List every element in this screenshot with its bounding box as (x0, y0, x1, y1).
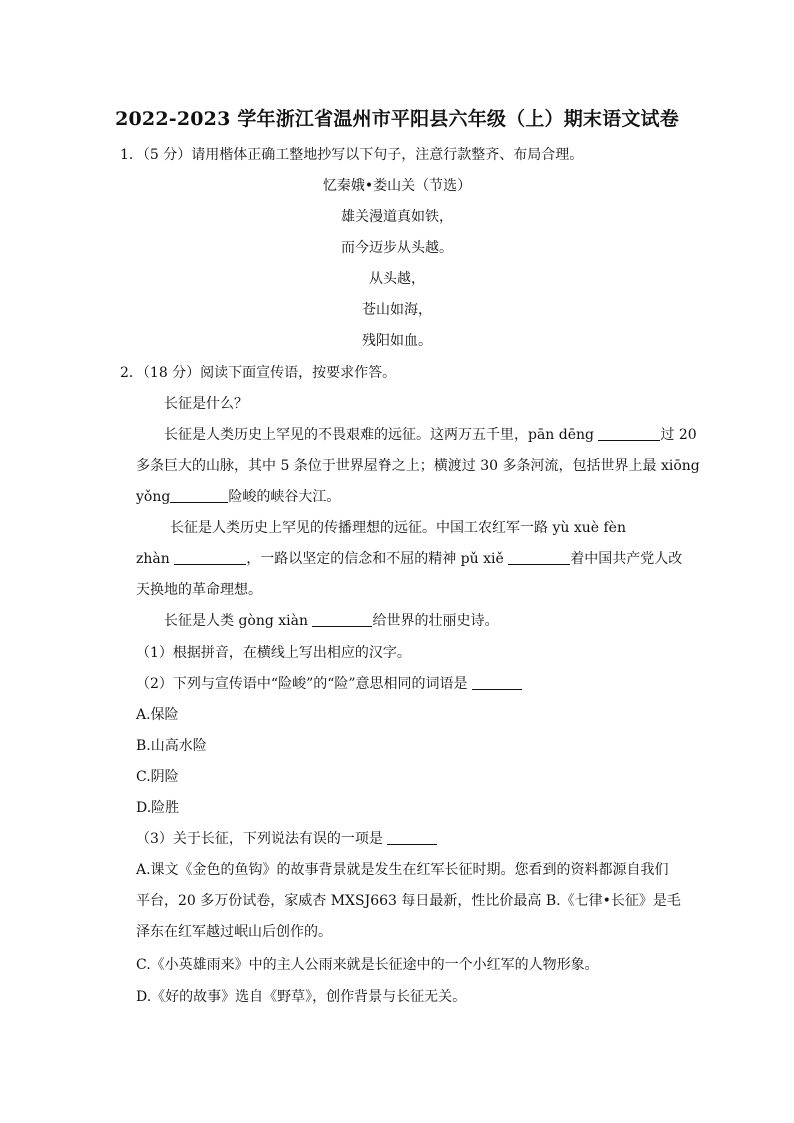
poem-line: 从头越， (369, 271, 425, 287)
answer-blank[interactable] (508, 550, 570, 565)
question-1-stem: 1．（5 分）请用楷体正确工整地抄写以下句子，注意行款整齐、布局合理。 (120, 147, 584, 163)
passage-text: 险峻的峡谷大江。 (228, 489, 341, 505)
passage-text: 过 20 (660, 427, 697, 443)
passage-line: 长征是人类历史上罕见的传播理想的远征。中国工农红军一路 yù xuè fèn (170, 520, 626, 536)
poem-line: 残阳如血。 (362, 333, 432, 349)
passage-text: 给世界的壮丽史诗。 (372, 613, 499, 629)
option-line: D.《好的故事》选自《野草》，创作背景与长征无关。 (136, 989, 467, 1005)
sub-question-text: （3）关于长征，下列说法有误的一项是 (136, 831, 388, 847)
passage-line (164, 611, 498, 631)
option-line: 平台，20 多万份试卷，家威杏 MXSJ663 每日最新，性比价最高 B.《七律•长征》是毛 (136, 893, 681, 909)
passage-text: yǒng (136, 489, 171, 505)
answer-blank[interactable] (387, 830, 437, 845)
question-2-stem: 2．（18 分）阅读下面宣传语，按要求作答。 (120, 365, 397, 381)
answer-blank[interactable] (472, 675, 522, 690)
passage-line (136, 549, 682, 569)
poem-line: 而今迈步从头越。 (341, 240, 453, 256)
option-line: A.课文《金色的鱼钩》的故事背景就是发生在红军长征时期。您看到的资料都源自我们 (136, 862, 669, 878)
passage-line (136, 487, 340, 507)
sub-question-3 (136, 829, 437, 849)
passage-text: 长征是人类历史上罕见的不畏艰难的远征。这两万五千里，pān dēng (164, 427, 599, 443)
passage-line: 天换地的革命理想。 (136, 582, 262, 598)
sub-question-2 (136, 674, 522, 694)
passage-text: 着中国共产党人改 (570, 551, 683, 567)
answer-blank[interactable] (170, 488, 228, 503)
poem-line: 苍山如海， (362, 302, 432, 318)
answer-blank[interactable] (312, 612, 372, 627)
poem-title: 忆秦娥•娄山关（节选） (322, 178, 472, 194)
passage-text: ，一路以坚定的信念和不屈的精神 pǔ xiě (246, 551, 509, 567)
page-title: 2022-2023 学年浙江省温州市平阳县六年级（上）期末语文试卷 (115, 108, 679, 130)
option-line: 泽东在红军越过岷山后创作的。 (136, 924, 332, 940)
passage-line (164, 425, 697, 445)
passage-heading: 长征是什么？ (164, 396, 248, 412)
sub-question-text: （2）下列与宣传语中“险峻”的“险”意思相同的词语是 (136, 676, 472, 692)
option-line: C.《小英雄雨来》中的主人公雨来就是长征途中的一个小红军的人物形象。 (136, 957, 599, 973)
answer-blank[interactable] (598, 426, 660, 441)
passage-line: 多条巨大的山脉，其中 5 条位于世界屋脊之上；横渡过 30 多条河流，包括世界上最 xiōng (136, 458, 700, 474)
passage-text: 长征是人类 gòng xiàn (164, 613, 313, 629)
passage-text: zhàn (136, 551, 175, 567)
option-d: D.险胜 (136, 800, 180, 816)
sub-question-1: （1）根据拼音，在横线上写出相应的汉字。 (136, 645, 411, 661)
poem-line: 雄关漫道真如铁， (341, 209, 453, 225)
answer-blank[interactable] (174, 550, 246, 565)
option-c: C.阴险 (136, 769, 179, 785)
option-a: A.保险 (136, 707, 179, 723)
option-b: B.山高水险 (136, 738, 207, 754)
